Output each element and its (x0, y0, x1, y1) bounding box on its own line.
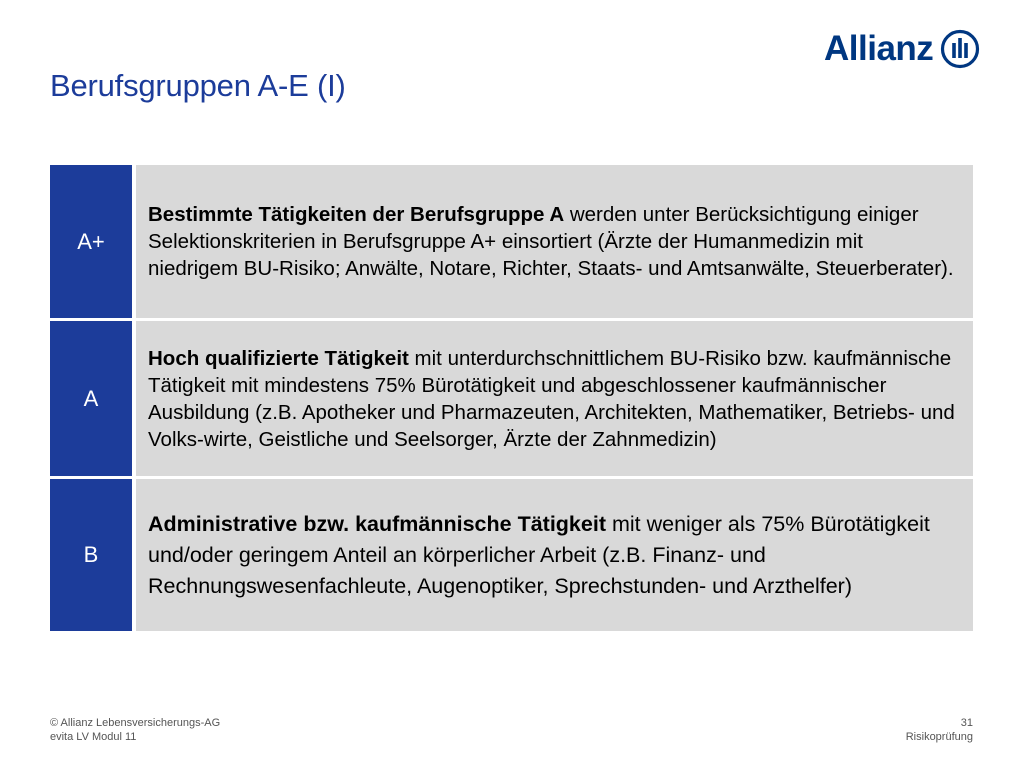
description-cell (136, 165, 973, 318)
footer-copyright: © Allianz Lebensversicherungs-AG (50, 717, 221, 729)
table-row (50, 165, 973, 318)
category-cell: B (50, 479, 132, 631)
footer-module: evita LV Modul 11 (50, 731, 137, 743)
description-text: mit weniger als 75% Bürotätigkeit und/oder geringem Anteil an körperlicher Arbeit (z.B. Finanz- und Rechnungswesenfachleute, Augenoptiker, Sprechstunden- und Arzthelfer) (148, 511, 930, 598)
occupation-groups-table (50, 165, 973, 634)
page-number: 31 (960, 717, 973, 729)
page-title: Berufsgruppen A-E (I) (50, 68, 346, 103)
logo-wordmark: Allianz (824, 29, 934, 68)
description-cell (136, 479, 973, 631)
allianz-eagle-mark-icon (940, 29, 980, 69)
table-row (50, 479, 973, 631)
footer-left (50, 716, 220, 744)
description-bold: Bestimmte Tätigkeiten der Berufsgruppe A (148, 203, 565, 226)
description-text: mit unterdurchschnittlichem BU-Risiko bzw. kaufmännische Tätigkeit mit mindestens 75% Bürotätigkeit und abgeschlossener kaufmännischer Ausbildung (z.B. Apotheker und Pharmazeuten, Architekten, Mathematiker, Betriebs- und Volks-wirte, Geistliche und Seelsorger, Ärzte der Zahnmedizin) (148, 346, 955, 451)
footer-section: Risikoprüfung (905, 731, 973, 743)
category-cell: A (50, 321, 132, 476)
allianz-logo (824, 29, 980, 69)
table-row (50, 321, 973, 476)
description-bold: Administrative bzw. kaufmännische Tätigkeit (148, 511, 606, 536)
description-text: werden unter Berücksichtigung einiger Selektionskriterien in Berufsgruppe A+ einsortiert (Ärzte der Humanmedizin mit niedrigem BU-Risiko; Anwälte, Notare, Richter, Staats- und Amtsanwälte, Steuerberater). (148, 203, 954, 280)
category-cell: A+ (50, 165, 132, 318)
description-cell (136, 321, 973, 476)
footer-right (906, 716, 973, 744)
description-bold: Hoch qualifizierte Tätigkeit (148, 346, 409, 370)
